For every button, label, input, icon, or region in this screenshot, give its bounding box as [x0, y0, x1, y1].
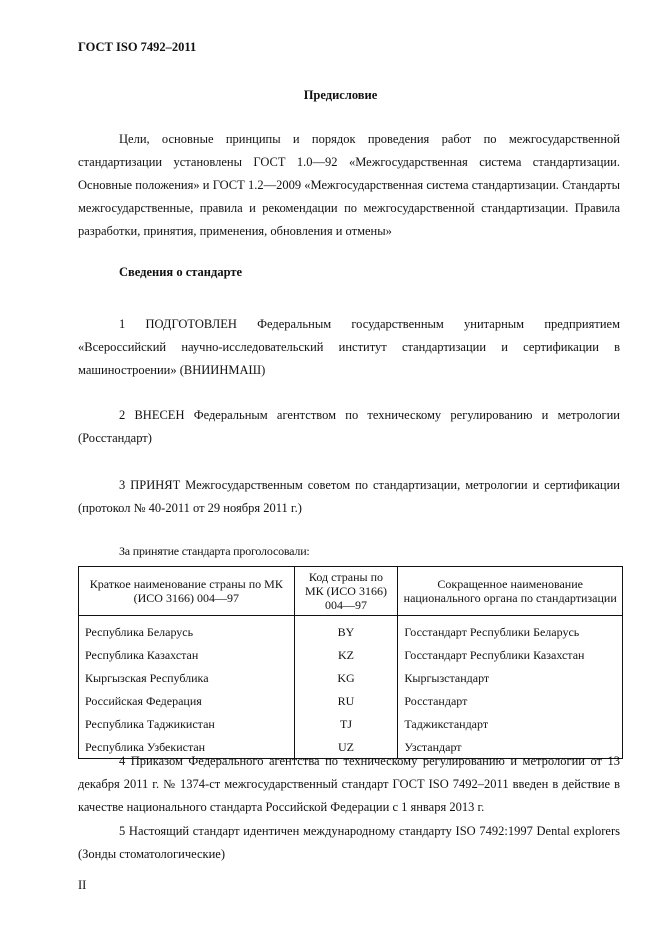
code-cell: UZ [294, 735, 398, 759]
column-header-country: Краткое наименование страны по МК (ИСО 3166) 004—97 [79, 567, 295, 616]
code-cell: RU [294, 689, 398, 712]
table-caption: За принятие стандарта проголосовали: [119, 544, 310, 558]
code-cell: BY [294, 616, 398, 644]
info-item-1: 1 ПОДГОТОВЛЕН Федеральным государственным унитарным предприятием «Всероссийский научно-исследовательский институт стандартизации и сертификации в машиностроении» (ВНИИНМАШ) [78, 317, 620, 377]
code-cell: TJ [294, 712, 398, 735]
table-row [79, 712, 623, 735]
table-row [79, 643, 623, 666]
column-header-code: Код страны по МК (ИСО 3166) 004—97 [294, 567, 398, 616]
voting-table [78, 566, 623, 759]
info-heading: Сведения о стандарте [119, 265, 243, 279]
document-header: ГОСТ ISO 7492–2011 [78, 40, 197, 54]
body-cell: Госстандарт Республики Казахстан [398, 643, 623, 666]
country-cell: Кыргызская Республика [79, 666, 295, 689]
preface-text: Цели, основные принципы и порядок проведения работ по межгосударственной стандартизации установлены ГОСТ 1.0—92 «Межгосударственная система стандартизации. Основные положения» и ГОСТ 1.2—2009 «Межгосударственная система стандартизации. Стандарты межгосударственные, правила и рекомендации по межгосударственной стандартизации. Правила разработки, принятия, применения, обновления и отмены» [78, 132, 620, 238]
country-cell: Российская Федерация [79, 689, 295, 712]
info-item-5: 5 Настоящий стандарт идентичен международному стандарту ISO 7492:1997 Dental explorers (Зонды стоматологические) [78, 824, 620, 861]
preface-title: Предисловие [303, 88, 378, 102]
body-cell: Таджикстандарт [398, 712, 623, 735]
info-item-4: 4 Приказом Федерального агентства по техническому регулированию и метрологии от 13 декабря 2011 г. № 1374-ст межгосударственный стандарт ГОСТ ISO 7492–2011 введен в действие в качестве национального стандарта Российской Федерации с 1 января 2013 г. [78, 754, 620, 814]
table-header-row [79, 567, 623, 616]
country-cell: Республика Казахстан [79, 643, 295, 666]
country-cell: Республика Узбекистан [79, 735, 295, 759]
country-cell: Республика Беларусь [79, 616, 295, 644]
body-cell: Росстандарт [398, 689, 623, 712]
code-cell: KZ [294, 643, 398, 666]
table-row [79, 689, 623, 712]
country-cell: Республика Таджикистан [79, 712, 295, 735]
table-row [79, 616, 623, 644]
table-row [79, 666, 623, 689]
column-header-body: Сокращенное наименование национального органа по стандартизации [398, 567, 623, 616]
body-cell: Кыргызстандарт [398, 666, 623, 689]
info-item-2: 2 ВНЕСЕН Федеральным агентством по техническому регулированию и метрологии (Росстандарт) [78, 408, 620, 445]
page-number: II [78, 878, 87, 892]
info-item-3: 3 ПРИНЯТ Межгосударственным советом по стандартизации, метрологии и сертификации (протокол № 40-2011 от 29 ноября 2011 г.) [78, 478, 620, 515]
body-cell: Узстандарт [398, 735, 623, 759]
code-cell: KG [294, 666, 398, 689]
body-cell: Госстандарт Республики Беларусь [398, 616, 623, 644]
